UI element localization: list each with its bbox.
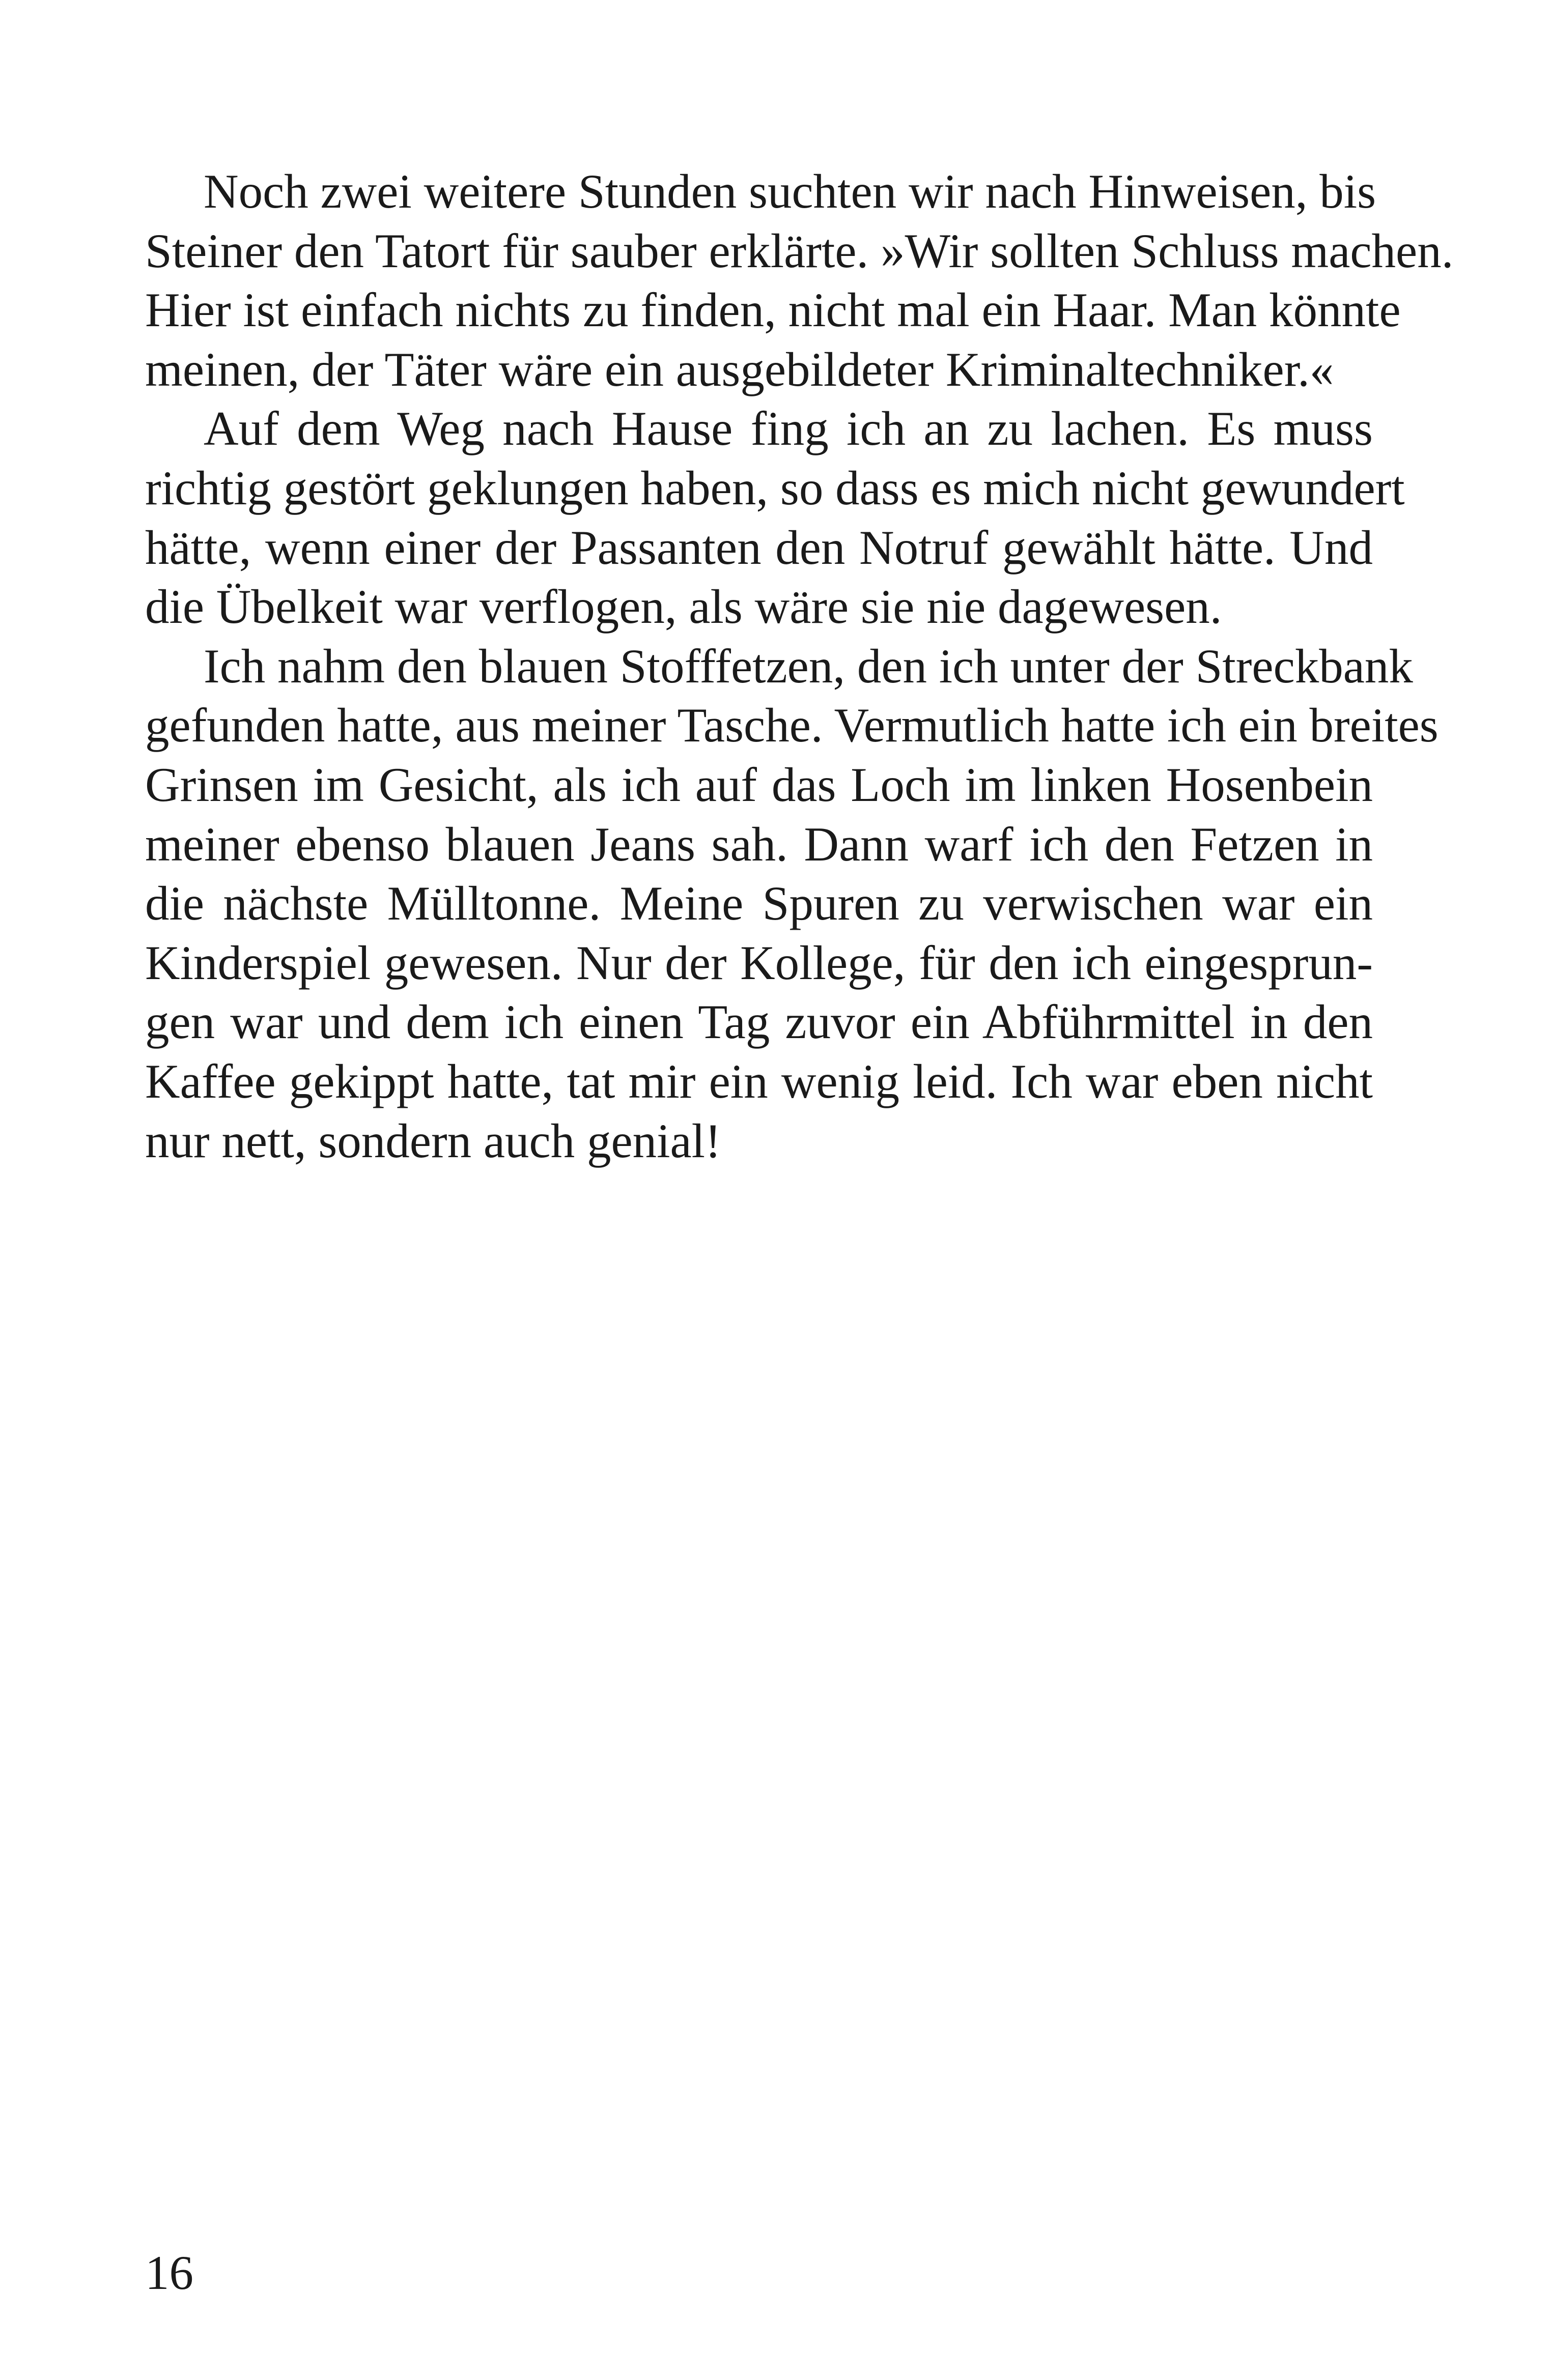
text-line: Ich nahm den blauen Stofffetzen, den ich unter der Streckbank xyxy=(204,639,1413,693)
text-line: meiner ebenso blauen Jeans sah. Dann warf ich den Fetzen in xyxy=(145,817,1373,871)
text-line: Grinsen im Gesicht, als ich auf das Loch im linken Hosenbein xyxy=(145,757,1373,812)
text-line: richtig gestört geklungen haben, so dass es mich nicht gewundert xyxy=(145,461,1405,515)
text-line: die nächste Mülltonne. Meine Spuren zu verwischen war ein xyxy=(145,876,1373,931)
text-line: Kaffee gekippt hatte, tat mir ein wenig leid. Ich war eben nicht xyxy=(145,1054,1373,1108)
text-line: Steiner den Tatort für sauber erklärte. »Wir sollten Schluss machen. xyxy=(145,223,1454,278)
paragraph-2 xyxy=(145,399,1405,636)
text-line: hätte, wenn einer der Passanten den Notruf gewählt hätte. Und xyxy=(145,520,1373,575)
text-line: meinen, der Täter wäre ein ausgebildeter Kriminaltechniker.« xyxy=(145,342,1334,396)
text-line: Noch zwei weitere Stunden suchten wir nach Hinweisen, bis xyxy=(204,164,1376,218)
text-line: Hier ist einfach nichts zu finden, nicht mal ein Haar. Man könnte xyxy=(145,283,1401,337)
text-line: Auf dem Weg nach Hause fing ich an zu lachen. Es muss xyxy=(204,402,1373,456)
text-line: die Übelkeit war verflogen, als wäre sie nie dagewesen. xyxy=(145,580,1222,634)
paragraph-1 xyxy=(145,162,1454,399)
text-line: gen war und dem ich einen Tag zuvor ein Abführmittel in den xyxy=(145,995,1373,1049)
page-number: 16 xyxy=(145,2246,193,2300)
text-line: gefunden hatte, aus meiner Tasche. Vermutlich hatte ich ein breites xyxy=(145,698,1439,753)
text-line: Kinderspiel gewesen. Nur der Kollege, für den ich eingesprun- xyxy=(145,935,1373,990)
text-line: nur nett, sondern auch genial! xyxy=(145,1113,721,1168)
paragraph-3 xyxy=(145,637,1439,1170)
body-text xyxy=(145,162,1454,1170)
